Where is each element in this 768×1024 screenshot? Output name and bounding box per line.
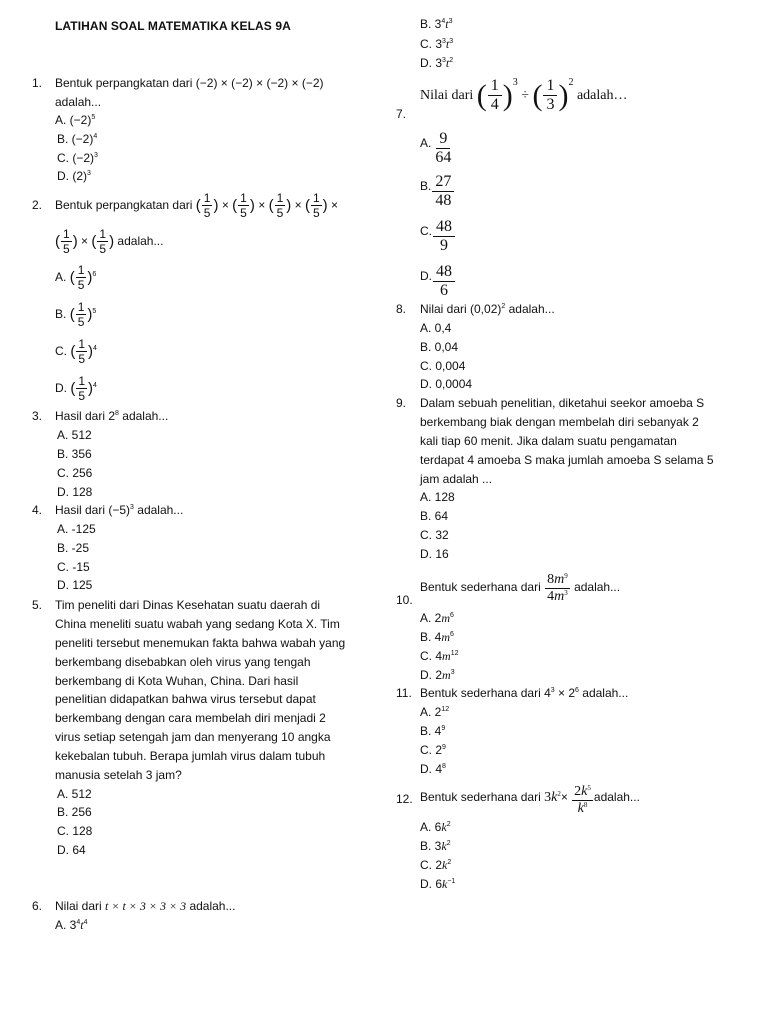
- option-b: B. $3k^2$: [420, 839, 451, 853]
- question-text: manusia setelah 3 jam?: [55, 768, 182, 782]
- option-a: A. $\frac{9}{64}$: [420, 130, 452, 166]
- option-d: D. ( $\frac{1}{5}$ )$^4$: [55, 374, 97, 404]
- option-a: A. ( $\frac{1}{5}$ )$^6$: [55, 263, 97, 293]
- question-number: 4.: [32, 503, 43, 517]
- option-b: B. ( $\frac{1}{5}$ )$^5$: [55, 300, 97, 330]
- question-text: peneliti tersebut menemukan fakta bahwa wabah yang: [55, 636, 346, 650]
- option-a: A. $2^{12}$: [420, 705, 450, 719]
- question-number: 3.: [32, 409, 43, 423]
- option-d: D. $3^3t^2$: [420, 56, 454, 70]
- question-text: Nilai dari $(0,02)^2$ adalah...: [420, 302, 555, 316]
- question-number: 5.: [32, 598, 43, 612]
- question-number: 11.: [396, 686, 412, 700]
- option-d: D. $6k^{-1}$: [420, 877, 456, 891]
- option-b: B. 256: [57, 805, 92, 819]
- option-d: D. 0,0004: [420, 377, 473, 391]
- question-text: Bentuk perpangkatan dari ( $\frac{1}{5}$ ) × ( $\frac{1}{5}$ ) × ( $\frac{1}{5}$ ) × ( $\frac{1}{5}$ ) ×: [55, 191, 338, 221]
- question-number: 12.: [396, 792, 413, 806]
- question-number: 7.: [396, 107, 407, 121]
- option-a: A. 512: [57, 787, 92, 801]
- question-number: 2.: [32, 198, 43, 212]
- option-a: A. $2m^6$: [420, 611, 454, 625]
- option-d: D. $4^8$: [420, 762, 446, 776]
- option-c: C. $\frac{48}{9}$: [420, 211, 456, 254]
- option-c: C. ( $\frac{1}{5}$ )$^4$: [55, 337, 97, 367]
- option-c: C. 32: [420, 528, 449, 542]
- question-text: Nilai dari ( $\frac{1}{4}$ )$^3$ ÷ ( $\frac{1}{3}$ )$^2$ adalah…: [420, 77, 628, 114]
- option-b: B. 0,04: [420, 340, 459, 354]
- question-text: China meneliti suatu wabah yang sedang Kota X. Tim: [55, 617, 340, 631]
- question-text: berkembang di Kota Wuhan, China. Dari hasil: [55, 674, 299, 688]
- option-d: D. 128: [57, 485, 93, 499]
- option-a: A. $(-2)^5$: [55, 113, 96, 127]
- option-c: C. 128: [57, 824, 93, 838]
- question-text: kali tiap 60 menit. Jika dalam suatu pengamatan: [420, 434, 677, 448]
- option-b: B. $(-2)^4$: [57, 132, 98, 146]
- option-b: B. $\frac{27}{48}$: [420, 166, 455, 209]
- question-text: Bentuk sederhana dari $4^3 \times 2^6$ adalah...: [420, 686, 629, 700]
- question-text: Dalam sebuah penelitian, diketahui seekor amoeba S: [420, 396, 705, 410]
- option-a: A. -125: [57, 522, 96, 536]
- question-text: penelitian didapatkan bahwa virus tersebut dapat: [55, 692, 316, 706]
- question-number: 8.: [396, 302, 407, 316]
- option-c: C. 0,004: [420, 359, 466, 373]
- question-text: virus setiap setengah jam dan menyerang 10 angka: [55, 730, 331, 744]
- option-c: C. $2^9$: [420, 743, 446, 757]
- option-c: C. $4m^{12}$: [420, 649, 459, 663]
- question-text: terdapat 4 amoeba S maka jumlah amoeba S selama 5: [420, 453, 714, 467]
- option-d: D. $(2)^3$: [57, 169, 91, 183]
- question-number: 10.: [396, 593, 413, 607]
- question-text: adalah...: [55, 95, 102, 109]
- question-text: ( $\frac{1}{5}$ ) × ( $\frac{1}{5}$ ) adalah...: [55, 227, 164, 257]
- question-text: berkembang disebabkan oleh virus yang tengah: [55, 655, 311, 669]
- option-b: B. 356: [57, 447, 92, 461]
- question-text: Hasil dari $(-5)^3$ adalah...: [55, 503, 184, 517]
- question-text: Bentuk sederhana dari $3k^2\times$ $\frac{2k^5}{k^8}$ adalah...: [420, 784, 640, 816]
- option-c: C. $(-2)^3$: [57, 151, 98, 165]
- question-text: Nilai dari t × t × 3 × 3 × 3 adalah...: [55, 899, 236, 913]
- option-b: B. 64: [420, 509, 449, 523]
- option-d: D. 125: [57, 578, 93, 592]
- question-text: Hasil dari $2^8$ adalah...: [55, 409, 169, 423]
- question-text: Tim peneliti dari Dinas Kesehatan suatu daerah di: [55, 598, 321, 612]
- option-b: B. $3^4t^3$: [420, 17, 453, 31]
- question-number: 9.: [396, 396, 407, 410]
- question-text: Bentuk sederhana dari $\frac{8m^9}{4m^3}$ adalah...: [420, 572, 621, 604]
- question-text: kekebalan tubuh. Berapa jumlah virus dalam tubuh: [55, 749, 326, 763]
- option-b: B. $4^9$: [420, 724, 446, 738]
- option-b: B. -25: [57, 541, 90, 555]
- worksheet-title: LATIHAN SOAL MATEMATIKA KELAS 9A: [55, 19, 291, 33]
- option-c: C. -15: [57, 560, 90, 574]
- question-number: 6.: [32, 899, 43, 913]
- option-a: A. 512: [57, 428, 92, 442]
- option-a: A. $3^4t^4$: [55, 918, 88, 932]
- option-c: C. $3^3t^3$: [420, 37, 454, 51]
- option-d: D. $2m^3$: [420, 668, 455, 682]
- option-d: D. $\frac{48}{6}$: [420, 256, 456, 299]
- option-c: C. 256: [57, 466, 93, 480]
- option-d: D. 64: [57, 843, 86, 857]
- option-a: A. $6k^2$: [420, 820, 451, 834]
- option-a: A. 0,4: [420, 321, 452, 335]
- question-text: Bentuk perpangkatan dari (−2) × (−2) × (−2) × (−2): [55, 76, 324, 90]
- question-text: berkembang dengan cara membelah diri menjadi 2: [55, 711, 326, 725]
- option-a: A. 128: [420, 490, 455, 504]
- question-text: berkembang biak dengan membelah diri sebanyak 2: [420, 415, 699, 429]
- option-c: C. $2k^2$: [420, 858, 452, 872]
- question-number: 1.: [32, 76, 43, 90]
- question-text: jam adalah ...: [420, 472, 493, 486]
- option-b: B. $4m^6$: [420, 630, 454, 644]
- option-d: D. 16: [420, 547, 449, 561]
